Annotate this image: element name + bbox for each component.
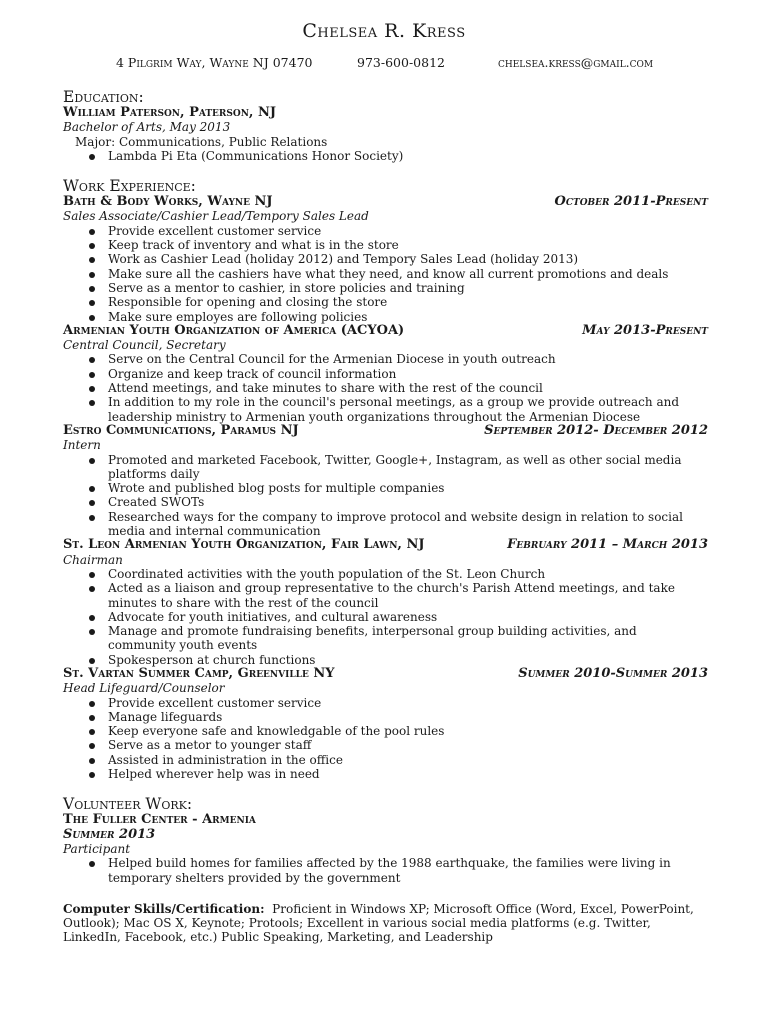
list-item: Helped wherever help was in need xyxy=(108,767,708,781)
list-item: Researched ways for the company to improve protocol and website design in relation to social media and internal communication xyxy=(108,510,708,539)
job-header xyxy=(63,195,708,209)
job-date: May 2013-Present xyxy=(582,322,708,338)
job-bullets xyxy=(63,696,708,782)
job-header xyxy=(63,667,708,681)
list-item: Keep track of inventory and what is in the store xyxy=(108,238,708,252)
list-item: Spokesperson at church functions xyxy=(108,653,708,667)
contact-line xyxy=(63,56,708,74)
job-org: Estro Communications, Paramus NJ xyxy=(63,422,299,438)
job-header xyxy=(63,424,708,438)
job-role: Sales Associate/Cashier Lead/Tempory Sales Lead xyxy=(63,209,369,224)
job-role: Head Lifeguard/Counselor xyxy=(63,681,225,696)
volunteer-bullets xyxy=(63,856,708,885)
education-major: Major: Communications, Public Relations xyxy=(75,134,328,149)
job-header xyxy=(63,538,708,552)
job-bullets xyxy=(63,224,708,324)
job-role: Intern xyxy=(63,438,101,453)
list-item: Wrote and published blog posts for multiple companies xyxy=(108,481,708,495)
email: chelsea.kress@gmail.com xyxy=(498,55,654,70)
list-item: Helped build homes for families affected by the 1988 earthquake, the families were living in temporary shelters provided by the government xyxy=(108,856,708,885)
list-item: Serve on the Central Council for the Armenian Diocese in youth outreach xyxy=(108,352,708,366)
volunteer-date: Summer 2013 xyxy=(63,826,156,842)
list-item: Responsible for opening and closing the store xyxy=(108,295,708,309)
job-date: October 2011-Present xyxy=(554,194,708,210)
volunteer-org: The Fuller Center - Armenia xyxy=(63,812,256,828)
volunteer-heading: Volunteer Work: xyxy=(63,795,193,814)
job-role: Chairman xyxy=(63,552,123,567)
job-date: February 2011 – March 2013 xyxy=(507,537,708,553)
candidate-name: Chelsea R. Kress xyxy=(302,20,466,42)
education-bullets xyxy=(63,149,708,163)
job-date: September 2012- December 2012 xyxy=(484,422,708,438)
skills-label: Computer Skills/Certification: xyxy=(63,901,265,916)
list-item: Serve as a mentor to cashier, in store policies and training xyxy=(108,281,708,295)
education-heading: Education: xyxy=(63,88,144,106)
list-item: Provide excellent customer service xyxy=(108,224,708,238)
list-item: Manage and promote fundraising benefits, interpersonal group building activities, and community youth events xyxy=(108,624,708,653)
job-org: St. Leon Armenian Youth Organization, Fair Lawn, NJ xyxy=(63,537,425,553)
skills-paragraph xyxy=(63,902,708,945)
education-degree: Bachelor of Arts, May 2013 xyxy=(63,120,231,135)
job-date: Summer 2010-Summer 2013 xyxy=(518,665,708,681)
education-school: William Paterson, Paterson, NJ xyxy=(63,105,277,120)
list-item: Coordinated activities with the youth population of the St. Leon Church xyxy=(108,567,708,581)
list-item: Make sure all the cashiers have what they need, and know all current promotions and deals xyxy=(108,267,708,281)
list-item: In addition to my role in the council's personal meetings, as a group we provide outreach and leadership ministry to Armenian youth organizations throughout the Armenian Diocese xyxy=(108,395,708,424)
volunteer-role: Participant xyxy=(63,841,131,856)
skills-text: Proficient in Windows XP; Microsoft Office (Word, Excel, PowerPoint, Outlook); Mac OS X, Keynote; Protools; Excellent in various social media platforms (e.g. Twitter, LinkedIn, Facebook, etc.) Public Speaking, Marketing, and Leadership xyxy=(63,901,694,945)
list-item: Assisted in administration in the office xyxy=(108,753,708,767)
job-org: Armenian Youth Organization of America (ACYOA) xyxy=(63,322,405,338)
list-item: Keep everyone safe and knowledgable of the pool rules xyxy=(108,724,708,738)
list-item: Advocate for youth initiatives, and cultural awareness xyxy=(108,610,708,624)
list-item: Serve as a metor to younger staff xyxy=(108,738,708,752)
list-item: Promoted and marketed Facebook, Twitter, Google+, Instagram, as well as other social media platforms daily xyxy=(108,453,708,482)
list-item: Make sure employes are following policies xyxy=(108,310,708,324)
address: 4 Pilgrim Way, Wayne NJ 07470 xyxy=(116,55,313,70)
job-bullets xyxy=(63,567,708,667)
job-org: St. Vartan Summer Camp, Greenville NY xyxy=(63,665,335,681)
work-heading: Work Experience: xyxy=(63,177,196,196)
list-item: Work as Cashier Lead (holiday 2012) and Tempory Sales Lead (holiday 2013) xyxy=(108,252,708,266)
job-header xyxy=(63,324,708,338)
job-bullets xyxy=(63,453,708,539)
job-bullets xyxy=(63,352,708,423)
list-item: Attend meetings, and take minutes to share with the rest of the council xyxy=(108,381,708,395)
job-org: Bath & Body Works, Wayne NJ xyxy=(63,194,273,210)
list-item: Created SWOTs xyxy=(108,495,708,509)
phone: 973-600-0812 xyxy=(357,55,445,70)
job-role: Central Council, Secretary xyxy=(63,338,226,353)
resume-page xyxy=(63,0,708,945)
list-item: Acted as a liaison and group representative to the church's Parish Attend meetings, and take minutes to share with the rest of the council xyxy=(108,581,708,610)
list-item: Organize and keep track of council information xyxy=(108,367,708,381)
list-item: Provide excellent customer service xyxy=(108,696,708,710)
list-item: Lambda Pi Eta (Communications Honor Society) xyxy=(108,149,708,163)
list-item: Manage lifeguards xyxy=(108,710,708,724)
